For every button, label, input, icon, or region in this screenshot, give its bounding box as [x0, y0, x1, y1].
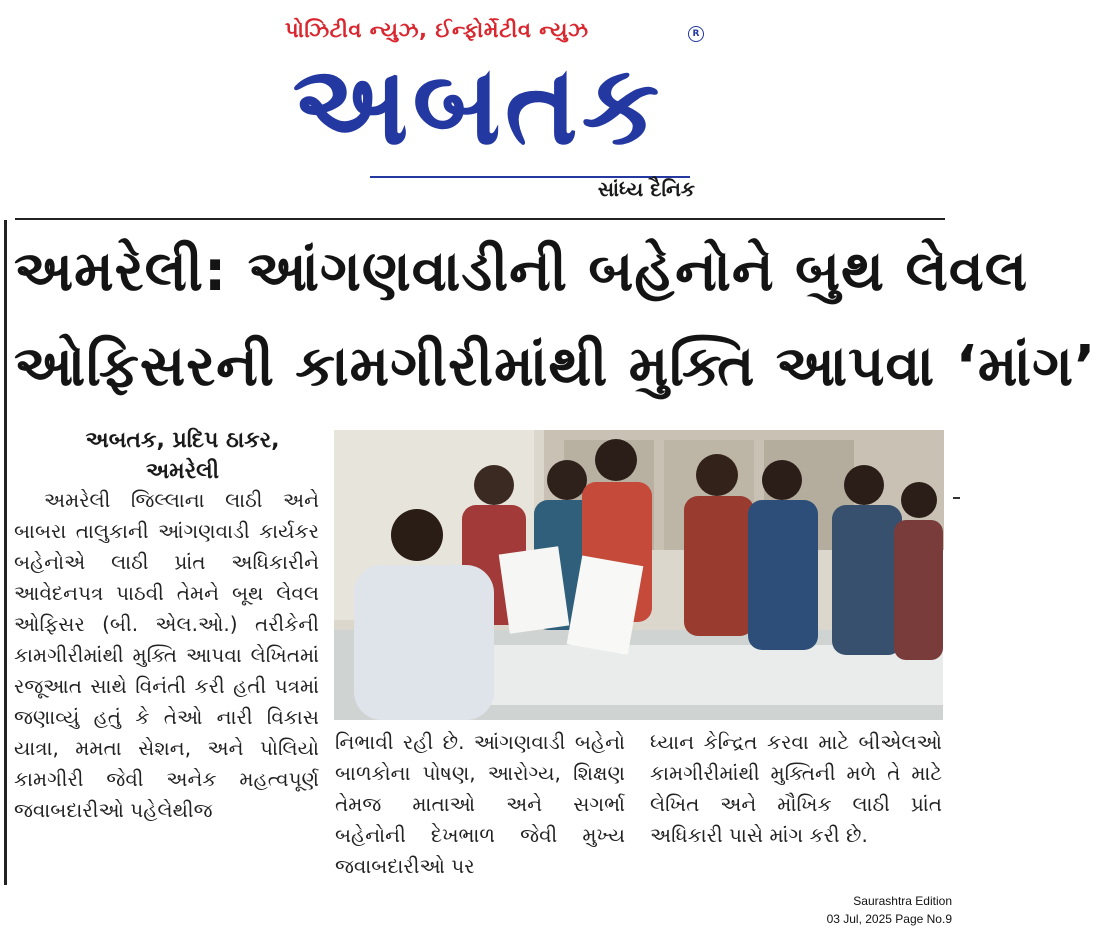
headline-line-1: અમરેલી: આંગણવાડીની બહેનોને બુથ લેવલ	[14, 239, 1029, 304]
article-left-rule	[4, 220, 7, 885]
byline-author: અબતક, પ્રદિપ ઠાકર,	[85, 428, 280, 453]
article-photo	[334, 430, 943, 720]
edition-name: Saurashtra Edition	[853, 894, 952, 908]
margin-mark	[953, 497, 960, 499]
registered-mark-icon: R	[688, 26, 704, 42]
article-headline	[14, 224, 1096, 414]
edition-date-page: 03 Jul, 2025 Page No.9	[826, 912, 952, 926]
byline-location: અમરેલી	[145, 459, 220, 484]
article-byline	[60, 425, 305, 487]
headline-top-rule	[15, 218, 945, 220]
newspaper-logo: અબતક	[292, 41, 664, 169]
masthead-subtitle: સાંધ્ય દૈનિક	[597, 177, 695, 201]
headline-line-2: ઓફિસરની કામગીરીમાંથી મુક્તિ આપવા ‘માંગ’	[14, 334, 1096, 399]
photo-illustration	[334, 430, 943, 720]
masthead-tagline: પોઝિટીવ ન્યુઝ, ઈન્ફોર્મેટીવ ન્યુઝ	[285, 18, 589, 42]
article-column-3: ધ્યાન કેન્દ્રિત કરવા માટે બીએલઓ કામગીરીમાંથી મુક્તિની મળે તે માટે લેખિત અને મૌખિક લાઠી પ્રાંત અધિકારી પાસે માંગ કરી છે.	[650, 730, 942, 847]
article-column-1: અમરેલી જિલ્લાના લાઠી અને બાબરા તાલુકાની આંગણવાડી કાર્યકર બહેનોએ લાઠી પ્રાંત અધિકારીને આવેદનપત્ર પાઠવી તેમને બૂથ લેવલ ઓફિસર (બી. એલ.ઓ.) તરીકેની કામગીરીમાંથી મુક્તિ આપવા લેખિતમાં રજૂઆત સાથે વિનંતી કરી હતી પત્રમાં જણાવ્યું હતું કે તેઓ નારી વિકાસ યાત્રા, મમતા સેશન, અને પોલિયો કામગીરી જેવી અનેક મહત્વપૂર્ણ જવાબદારીઓ પહેલેથીજ	[14, 488, 319, 822]
masthead	[0, 0, 960, 215]
article-column-2: નિભાવી રહી છે. આંગણવાડી બહેનો બાળકોના પોષણ, આરોગ્ય, શિક્ષણ તેમજ માતાઓ અને સગર્ભા બહેનોની દેખભાળ જેવી મુખ્ય જવાબદારીઓ પર	[335, 730, 625, 878]
edition-info	[827, 892, 952, 928]
